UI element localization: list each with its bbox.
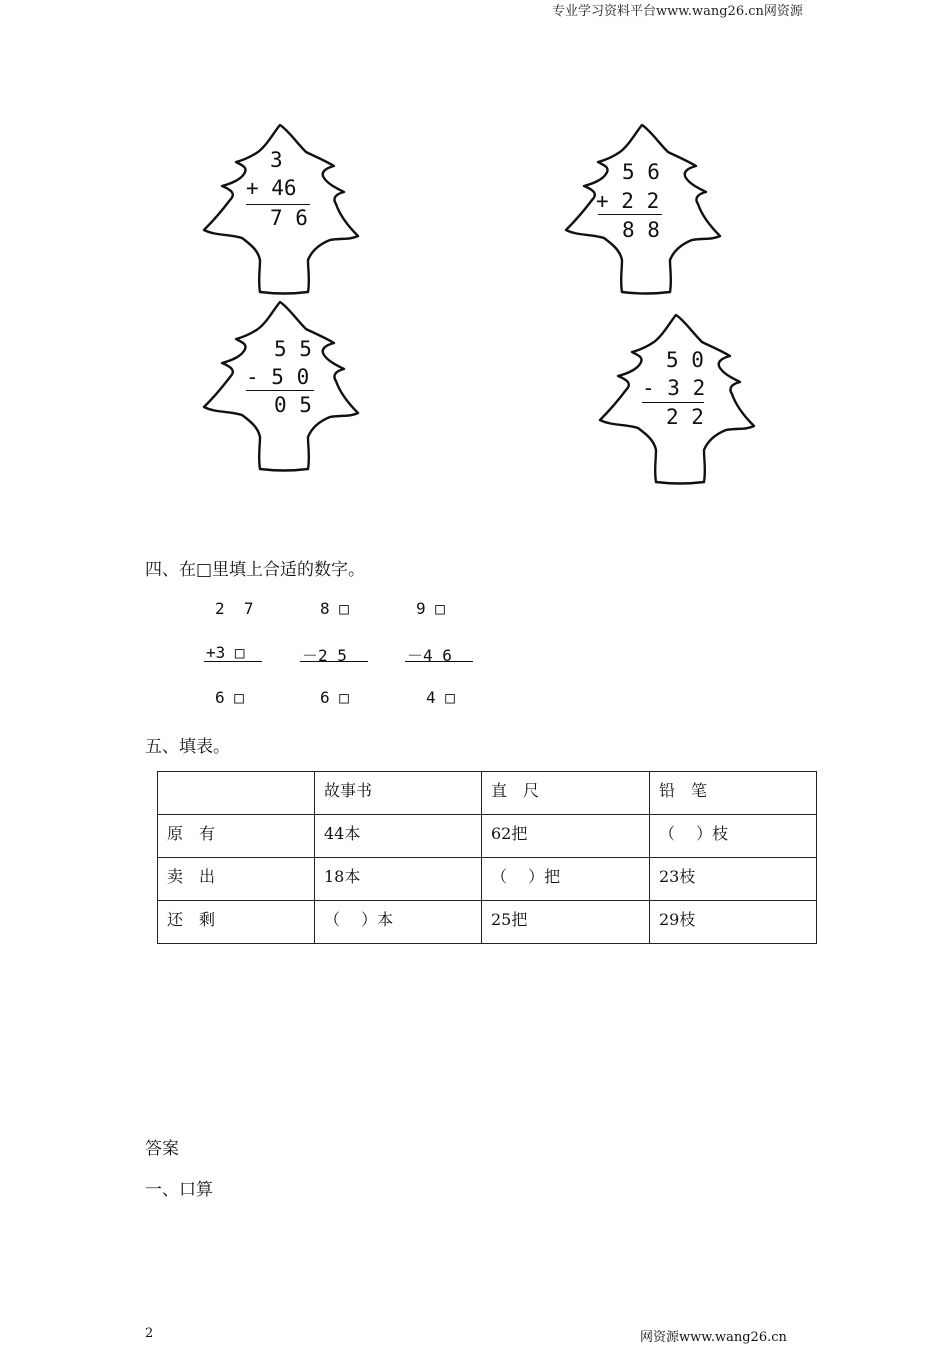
table-cell: 原 有: [158, 815, 315, 858]
tree-1-operation: + 46: [246, 176, 297, 200]
table-header-cell: 铅 笔: [650, 772, 817, 815]
tree-1-top-number: 3: [270, 148, 283, 172]
tree-3-difference-line: [246, 390, 314, 391]
fill-1-top: 2 7: [215, 599, 254, 618]
fill-1-underline: [204, 661, 262, 662]
tree-3-operation: - 5 0: [246, 365, 310, 389]
tree-4-operation: - 3 2: [642, 376, 706, 400]
tree-2-operation: + 2 2: [596, 189, 660, 213]
table-cell: 卖 出: [158, 858, 315, 901]
page-header: 专业学习资料平台www.wang26.cn网资源: [552, 4, 803, 19]
table-header-cell: 故事书: [315, 772, 482, 815]
table-cell-blank: （ ）枝: [650, 815, 817, 858]
tree-3-result: 0 5: [274, 393, 312, 417]
fill-3-underline: [405, 661, 473, 662]
table-cell: 还 剩: [158, 901, 315, 944]
table-cell: 25把: [482, 901, 650, 944]
answers-part-1: 一、口算: [145, 1180, 213, 1200]
tree-1-sum-line: [246, 204, 310, 205]
tree-2-sum-line: [598, 214, 662, 215]
fill-3-operation: －4 6: [407, 646, 452, 665]
tree-4-top-number: 5 0: [666, 348, 704, 372]
table-header-cell: 直 尺: [482, 772, 650, 815]
fill-2-underline: [300, 661, 368, 662]
table-cell: 62把: [482, 815, 650, 858]
table-row: [158, 815, 817, 858]
fill-3-top: 9 □: [416, 599, 445, 618]
answers-title: 答案: [145, 1139, 179, 1159]
fill-1-result: 6 □: [215, 688, 244, 707]
fill-2-top: 8 □: [320, 599, 349, 618]
fill-1-operation: +3 □: [206, 643, 245, 662]
section-4-title: 四、在□里填上合适的数字。: [145, 560, 366, 580]
table-cell: 44本: [315, 815, 482, 858]
table-cell-blank: （ ）把: [482, 858, 650, 901]
fill-table: [157, 771, 817, 944]
tree-problem-2: [562, 120, 727, 300]
tree-problem-1: [200, 120, 365, 300]
section-5-title: 五、填表。: [145, 737, 230, 757]
tree-problem-3: [200, 297, 365, 477]
tree-outline-icon: [596, 310, 761, 490]
table-row: [158, 858, 817, 901]
table-cell-blank: （ ）本: [315, 901, 482, 944]
footer-site: 网资源www.wang26.cn: [640, 1330, 787, 1345]
table-header-row: [158, 772, 817, 815]
tree-2-top-number: 5 6: [622, 160, 660, 184]
fill-2-result: 6 □: [320, 688, 349, 707]
table-row: [158, 901, 817, 944]
table-cell: 23枝: [650, 858, 817, 901]
fill-3-result: 4 □: [426, 688, 455, 707]
tree-4-difference-line: [642, 402, 704, 403]
tree-3-top-number: 5 5: [274, 337, 312, 361]
page-number: 2: [145, 1326, 154, 1341]
fill-2-operation: －2 5: [302, 646, 347, 665]
tree-problem-4: [596, 310, 761, 490]
tree-1-result: 7 6: [270, 206, 308, 230]
table-cell: 29枝: [650, 901, 817, 944]
table-cell: 18本: [315, 858, 482, 901]
tree-2-result: 8 8: [622, 218, 660, 242]
table-header-cell: [158, 772, 315, 815]
tree-4-result: 2 2: [666, 405, 704, 429]
